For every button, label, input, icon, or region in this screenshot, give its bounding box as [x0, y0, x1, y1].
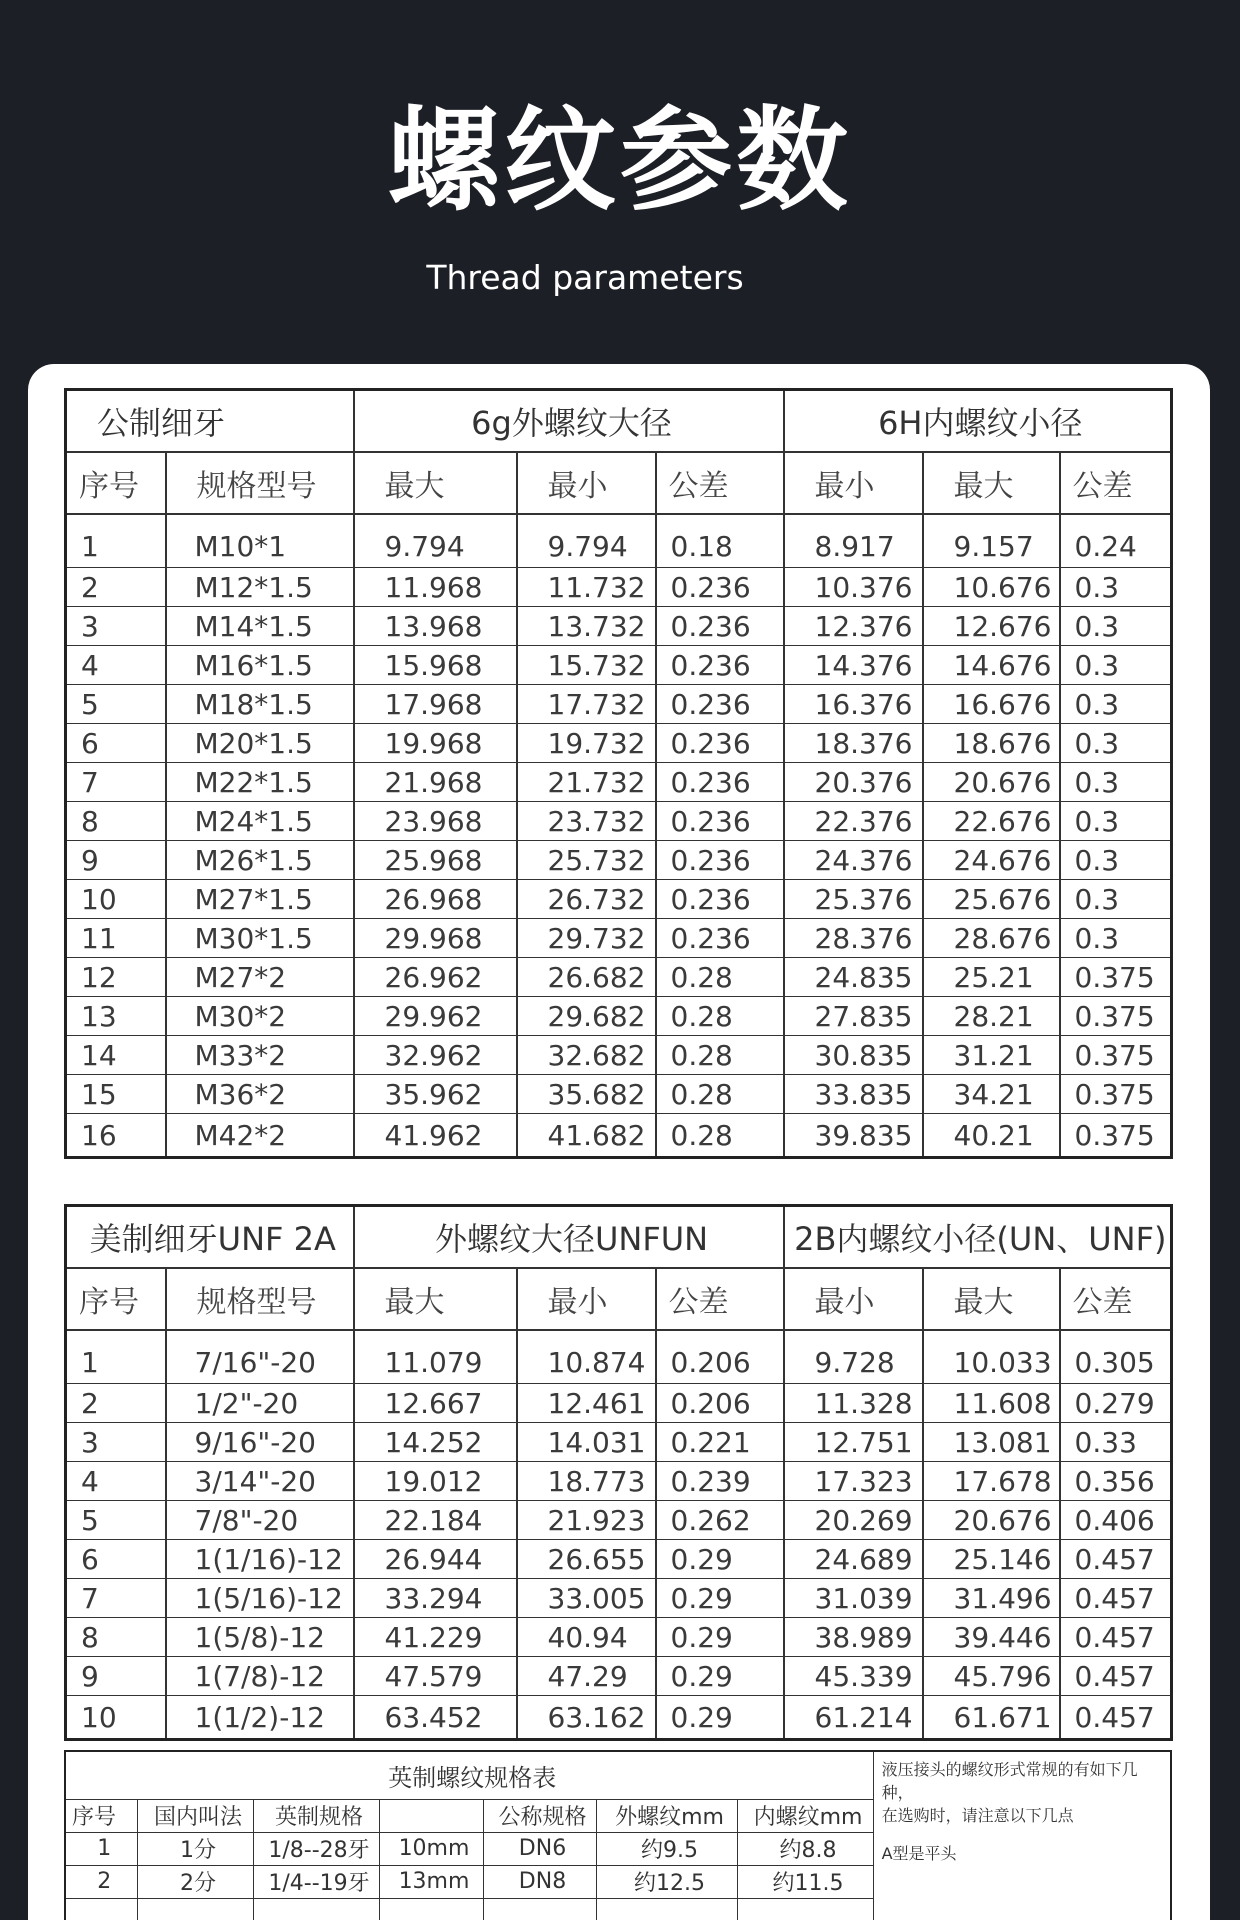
value-cell: 10.874	[517, 1330, 656, 1384]
hero-banner	[0, 0, 1240, 360]
table-cell: 约12.5	[596, 1865, 737, 1898]
value-cell: 0.236	[656, 841, 784, 880]
table-row	[66, 1423, 1172, 1462]
value-cell: 19.012	[354, 1462, 517, 1501]
value-cell: 0.29	[656, 1696, 784, 1740]
value-cell: 0.375	[1060, 1114, 1172, 1158]
row-number: 8	[66, 1618, 166, 1657]
column-header: 最大	[354, 1268, 517, 1330]
value-cell: 0.3	[1060, 802, 1172, 841]
table-cell: 2分	[137, 1865, 253, 1898]
column-header: 内螺纹mm	[737, 1799, 873, 1832]
value-cell: 63.162	[517, 1696, 656, 1740]
value-cell: 0.236	[656, 607, 784, 646]
value-cell: 0.262	[656, 1501, 784, 1540]
value-cell: 0.18	[656, 514, 784, 568]
spec-cell: 1(1/2)-12	[166, 1696, 354, 1740]
value-cell: 47.29	[517, 1657, 656, 1696]
row-number: 8	[66, 802, 166, 841]
table-row	[66, 1618, 1172, 1657]
group-header: 外螺纹大径UNFUN	[354, 1206, 784, 1268]
column-header: 最小	[784, 452, 923, 514]
value-cell: 17.323	[784, 1462, 923, 1501]
table-row	[66, 1540, 1172, 1579]
value-cell: 0.28	[656, 997, 784, 1036]
notes-cell	[873, 1751, 1171, 1920]
value-cell: 0.457	[1060, 1618, 1172, 1657]
table-row	[66, 607, 1172, 646]
value-cell: 33.294	[354, 1579, 517, 1618]
value-cell: 0.375	[1060, 997, 1172, 1036]
spec-cell: 1(1/16)-12	[166, 1540, 354, 1579]
value-cell: 11.608	[923, 1384, 1060, 1423]
value-cell: 41.682	[517, 1114, 656, 1158]
table-row	[66, 1657, 1172, 1696]
unf-thread-table	[64, 1204, 1173, 1741]
group-header-row	[66, 1206, 1172, 1268]
value-cell: 0.279	[1060, 1384, 1172, 1423]
value-cell: 22.184	[354, 1501, 517, 1540]
table-row	[66, 724, 1172, 763]
group-header: 公制细牙	[66, 390, 354, 452]
value-cell: 0.3	[1060, 607, 1172, 646]
row-number: 4	[66, 646, 166, 685]
spec-cell: M20*1.5	[166, 724, 354, 763]
value-cell: 0.3	[1060, 841, 1172, 880]
value-cell: 19.968	[354, 724, 517, 763]
table-row	[66, 1696, 1172, 1740]
value-cell: 26.962	[354, 958, 517, 997]
value-cell: 40.21	[923, 1114, 1060, 1158]
column-header: 规格型号	[166, 452, 354, 514]
value-cell: 9.794	[354, 514, 517, 568]
row-number: 5	[66, 1501, 166, 1540]
table-row	[66, 1330, 1172, 1384]
column-header: 公差	[1060, 452, 1172, 514]
table-cell: 1/8--28牙	[253, 1832, 379, 1865]
table-row	[66, 1501, 1172, 1540]
value-cell: 0.457	[1060, 1540, 1172, 1579]
value-cell: 29.732	[517, 919, 656, 958]
value-cell: 0.29	[656, 1618, 784, 1657]
group-header: 6g外螺纹大径	[354, 390, 784, 452]
value-cell: 14.252	[354, 1423, 517, 1462]
value-cell: 0.33	[1060, 1423, 1172, 1462]
imperial-thread-table	[64, 1750, 1172, 1920]
table-cell: 1分	[137, 1832, 253, 1865]
value-cell: 16.376	[784, 685, 923, 724]
note-line: 在选购时，请注意以下几点	[881, 1806, 1074, 1826]
imperial-table-title: 英制螺纹规格表	[65, 1751, 873, 1799]
column-header: 公差	[656, 1268, 784, 1330]
table-row	[66, 919, 1172, 958]
table-row	[66, 685, 1172, 724]
spec-cell: M18*1.5	[166, 685, 354, 724]
column-header: 最大	[923, 1268, 1060, 1330]
value-cell: 9.728	[784, 1330, 923, 1384]
value-cell: 28.676	[923, 919, 1060, 958]
value-cell: 20.376	[784, 763, 923, 802]
row-number: 13	[66, 997, 166, 1036]
note-line: A型是平头	[881, 1843, 957, 1863]
spec-cell: 9/16"-20	[166, 1423, 354, 1462]
value-cell: 0.236	[656, 919, 784, 958]
value-cell: 0.24	[1060, 514, 1172, 568]
value-cell: 31.496	[923, 1579, 1060, 1618]
table-row	[66, 1075, 1172, 1114]
spec-cell: M16*1.5	[166, 646, 354, 685]
value-cell: 10.376	[784, 568, 923, 607]
spec-cell: M27*1.5	[166, 880, 354, 919]
value-cell: 45.796	[923, 1657, 1060, 1696]
value-cell: 26.732	[517, 880, 656, 919]
group-header: 2B内螺纹小径(UN、UNF)	[784, 1206, 1172, 1268]
table-cell: 13mm	[379, 1865, 483, 1898]
value-cell: 0.236	[656, 763, 784, 802]
value-cell: 35.682	[517, 1075, 656, 1114]
value-cell: 0.239	[656, 1462, 784, 1501]
value-cell: 18.773	[517, 1462, 656, 1501]
value-cell: 61.671	[923, 1696, 1060, 1740]
value-cell: 20.269	[784, 1501, 923, 1540]
row-number: 16	[66, 1114, 166, 1158]
unf-rows	[66, 1330, 1172, 1740]
value-cell: 41.229	[354, 1618, 517, 1657]
value-cell: 11.328	[784, 1384, 923, 1423]
column-header: 英制规格	[253, 1799, 379, 1832]
value-cell: 0.3	[1060, 880, 1172, 919]
value-cell: 18.376	[784, 724, 923, 763]
value-cell: 14.031	[517, 1423, 656, 1462]
row-number: 1	[66, 1330, 166, 1384]
row-number: 3	[66, 607, 166, 646]
value-cell: 29.682	[517, 997, 656, 1036]
value-cell: 14.376	[784, 646, 923, 685]
note-line: 液压接头的螺纹形式常规的有如下几种，	[881, 1760, 1138, 1803]
spec-cell: M36*2	[166, 1075, 354, 1114]
table-cell: DN6	[483, 1832, 596, 1865]
column-header: 最小	[784, 1268, 923, 1330]
value-cell: 38.989	[784, 1618, 923, 1657]
value-cell: 24.676	[923, 841, 1060, 880]
column-header-row	[66, 452, 1172, 514]
value-cell: 8.917	[784, 514, 923, 568]
value-cell: 28.21	[923, 997, 1060, 1036]
value-cell: 0.3	[1060, 919, 1172, 958]
value-cell: 0.3	[1060, 568, 1172, 607]
value-cell: 39.446	[923, 1618, 1060, 1657]
row-number: 15	[66, 1075, 166, 1114]
value-cell: 45.339	[784, 1657, 923, 1696]
value-cell: 32.682	[517, 1036, 656, 1075]
value-cell: 13.732	[517, 607, 656, 646]
spec-cell: M24*1.5	[166, 802, 354, 841]
value-cell: 12.461	[517, 1384, 656, 1423]
value-cell: 20.676	[923, 763, 1060, 802]
value-cell: 63.452	[354, 1696, 517, 1740]
row-number: 10	[66, 880, 166, 919]
table-row	[66, 514, 1172, 568]
value-cell: 0.356	[1060, 1462, 1172, 1501]
value-cell: 12.751	[784, 1423, 923, 1462]
value-cell: 0.28	[656, 1075, 784, 1114]
value-cell: 35.962	[354, 1075, 517, 1114]
value-cell: 34.21	[923, 1075, 1060, 1114]
value-cell: 9.794	[517, 514, 656, 568]
spec-cell: M12*1.5	[166, 568, 354, 607]
column-header: 最大	[923, 452, 1060, 514]
value-cell: 0.305	[1060, 1330, 1172, 1384]
value-cell: 31.21	[923, 1036, 1060, 1075]
spec-cell: M42*2	[166, 1114, 354, 1158]
value-cell: 0.236	[656, 685, 784, 724]
table-row	[66, 646, 1172, 685]
value-cell: 17.678	[923, 1462, 1060, 1501]
value-cell: 0.29	[656, 1540, 784, 1579]
spec-cell: M30*1.5	[166, 919, 354, 958]
value-cell: 13.968	[354, 607, 517, 646]
value-cell: 15.968	[354, 646, 517, 685]
value-cell: 0.375	[1060, 958, 1172, 997]
column-header: 公称规格	[483, 1799, 596, 1832]
column-header: 最小	[517, 452, 656, 514]
column-header: 外螺纹mm	[596, 1799, 737, 1832]
value-cell: 0.375	[1060, 1036, 1172, 1075]
value-cell: 23.968	[354, 802, 517, 841]
row-number: 1	[66, 514, 166, 568]
table-row	[66, 1579, 1172, 1618]
page-title: 螺纹参数	[388, 96, 852, 226]
value-cell: 41.962	[354, 1114, 517, 1158]
column-header: 序号	[65, 1799, 137, 1832]
value-cell: 26.655	[517, 1540, 656, 1579]
table-row	[66, 568, 1172, 607]
table-row	[66, 1036, 1172, 1075]
value-cell: 22.376	[784, 802, 923, 841]
value-cell: 25.676	[923, 880, 1060, 919]
value-cell: 26.682	[517, 958, 656, 997]
value-cell: 33.005	[517, 1579, 656, 1618]
value-cell: 28.376	[784, 919, 923, 958]
row-number: 10	[66, 1696, 166, 1740]
spec-cell: M22*1.5	[166, 763, 354, 802]
group-header-row	[66, 390, 1172, 452]
spec-cell: M14*1.5	[166, 607, 354, 646]
value-cell: 39.835	[784, 1114, 923, 1158]
value-cell: 0.29	[656, 1579, 784, 1618]
row-number: 7	[66, 763, 166, 802]
value-cell: 29.962	[354, 997, 517, 1036]
column-header-row	[66, 1268, 1172, 1330]
spec-cell: 1/2"-20	[166, 1384, 354, 1423]
value-cell: 0.236	[656, 802, 784, 841]
value-cell: 11.732	[517, 568, 656, 607]
group-header: 6H内螺纹小径	[784, 390, 1172, 452]
value-cell: 0.28	[656, 1114, 784, 1158]
row-number: 2	[66, 568, 166, 607]
value-cell: 14.676	[923, 646, 1060, 685]
spec-cell: M30*2	[166, 997, 354, 1036]
value-cell: 0.375	[1060, 1075, 1172, 1114]
column-header: 序号	[66, 452, 166, 514]
value-cell: 32.962	[354, 1036, 517, 1075]
row-number: 4	[66, 1462, 166, 1501]
column-header: 公差	[656, 452, 784, 514]
value-cell: 25.968	[354, 841, 517, 880]
value-cell: 20.676	[923, 1501, 1060, 1540]
row-number: 2	[66, 1384, 166, 1423]
table-row	[66, 997, 1172, 1036]
value-cell: 21.923	[517, 1501, 656, 1540]
table-row	[66, 958, 1172, 997]
value-cell: 16.676	[923, 685, 1060, 724]
column-header: 序号	[66, 1268, 166, 1330]
spec-cell: M33*2	[166, 1036, 354, 1075]
value-cell: 0.3	[1060, 646, 1172, 685]
value-cell: 0.236	[656, 646, 784, 685]
table-row	[66, 1384, 1172, 1423]
table-cell: 约9.5	[596, 1832, 737, 1865]
table-row	[66, 802, 1172, 841]
column-header: 公差	[1060, 1268, 1172, 1330]
value-cell: 0.28	[656, 1036, 784, 1075]
table-row	[66, 1462, 1172, 1501]
value-cell: 0.3	[1060, 685, 1172, 724]
page-subtitle: Thread parameters	[426, 258, 744, 297]
column-header: 规格型号	[166, 1268, 354, 1330]
table-cell: 1	[65, 1832, 137, 1865]
spec-cell: M27*2	[166, 958, 354, 997]
spec-cell: 3/14"-20	[166, 1462, 354, 1501]
value-cell: 0.236	[656, 880, 784, 919]
value-cell: 24.376	[784, 841, 923, 880]
value-cell: 10.033	[923, 1330, 1060, 1384]
value-cell: 29.968	[354, 919, 517, 958]
value-cell: 26.944	[354, 1540, 517, 1579]
value-cell: 30.835	[784, 1036, 923, 1075]
value-cell: 33.835	[784, 1075, 923, 1114]
value-cell: 0.29	[656, 1657, 784, 1696]
row-number: 9	[66, 1657, 166, 1696]
table-row	[66, 841, 1172, 880]
value-cell: 40.94	[517, 1618, 656, 1657]
value-cell: 19.732	[517, 724, 656, 763]
spec-cell: 1(7/8)-12	[166, 1657, 354, 1696]
value-cell: 17.968	[354, 685, 517, 724]
column-header: 国内叫法	[137, 1799, 253, 1832]
value-cell: 25.376	[784, 880, 923, 919]
row-number: 3	[66, 1423, 166, 1462]
value-cell: 10.676	[923, 568, 1060, 607]
value-cell: 26.968	[354, 880, 517, 919]
value-cell: 25.146	[923, 1540, 1060, 1579]
value-cell: 0.221	[656, 1423, 784, 1462]
value-cell: 17.732	[517, 685, 656, 724]
value-cell: 11.968	[354, 568, 517, 607]
spec-cell: M26*1.5	[166, 841, 354, 880]
value-cell: 25.732	[517, 841, 656, 880]
value-cell: 12.667	[354, 1384, 517, 1423]
value-cell: 21.968	[354, 763, 517, 802]
row-number: 7	[66, 1579, 166, 1618]
row-number: 6	[66, 1540, 166, 1579]
table-cell: DN8	[483, 1865, 596, 1898]
value-cell: 0.3	[1060, 763, 1172, 802]
spec-cell: 7/16"-20	[166, 1330, 354, 1384]
value-cell: 0.457	[1060, 1579, 1172, 1618]
column-header	[379, 1799, 483, 1832]
table-cell: 10mm	[379, 1832, 483, 1865]
value-cell: 0.236	[656, 568, 784, 607]
value-cell: 47.579	[354, 1657, 517, 1696]
metric-rows	[66, 514, 1172, 1158]
value-cell: 12.376	[784, 607, 923, 646]
spec-cell: 1(5/8)-12	[166, 1618, 354, 1657]
value-cell: 0.28	[656, 958, 784, 997]
value-cell: 0.206	[656, 1330, 784, 1384]
spec-cell: 7/8"-20	[166, 1501, 354, 1540]
spec-cell: M10*1	[166, 514, 354, 568]
value-cell: 9.157	[923, 514, 1060, 568]
value-cell: 24.835	[784, 958, 923, 997]
value-cell: 27.835	[784, 997, 923, 1036]
spec-cell: 1(5/16)-12	[166, 1579, 354, 1618]
value-cell: 21.732	[517, 763, 656, 802]
value-cell: 13.081	[923, 1423, 1060, 1462]
table-row	[66, 1114, 1172, 1158]
value-cell: 22.676	[923, 802, 1060, 841]
row-number: 9	[66, 841, 166, 880]
value-cell: 0.206	[656, 1384, 784, 1423]
value-cell: 0.457	[1060, 1657, 1172, 1696]
value-cell: 0.406	[1060, 1501, 1172, 1540]
column-header: 最大	[354, 452, 517, 514]
table-row	[66, 880, 1172, 919]
row-number: 12	[66, 958, 166, 997]
value-cell: 18.676	[923, 724, 1060, 763]
value-cell: 23.732	[517, 802, 656, 841]
table-cell: 2	[65, 1865, 137, 1898]
value-cell: 61.214	[784, 1696, 923, 1740]
row-number: 6	[66, 724, 166, 763]
row-number: 11	[66, 919, 166, 958]
row-number: 5	[66, 685, 166, 724]
row-number: 14	[66, 1036, 166, 1075]
value-cell: 11.079	[354, 1330, 517, 1384]
value-cell: 12.676	[923, 607, 1060, 646]
table-cell: 1/4--19牙	[253, 1865, 379, 1898]
value-cell: 0.236	[656, 724, 784, 763]
metric-thread-table	[64, 388, 1173, 1159]
value-cell: 24.689	[784, 1540, 923, 1579]
table-cell: 约8.8	[737, 1832, 873, 1865]
table-row	[66, 763, 1172, 802]
value-cell: 0.3	[1060, 724, 1172, 763]
value-cell: 31.039	[784, 1579, 923, 1618]
column-header: 最小	[517, 1268, 656, 1330]
value-cell: 15.732	[517, 646, 656, 685]
group-header: 美制细牙UNF 2A	[66, 1206, 354, 1268]
value-cell: 0.457	[1060, 1696, 1172, 1740]
value-cell: 25.21	[923, 958, 1060, 997]
table-cell: 约11.5	[737, 1865, 873, 1898]
